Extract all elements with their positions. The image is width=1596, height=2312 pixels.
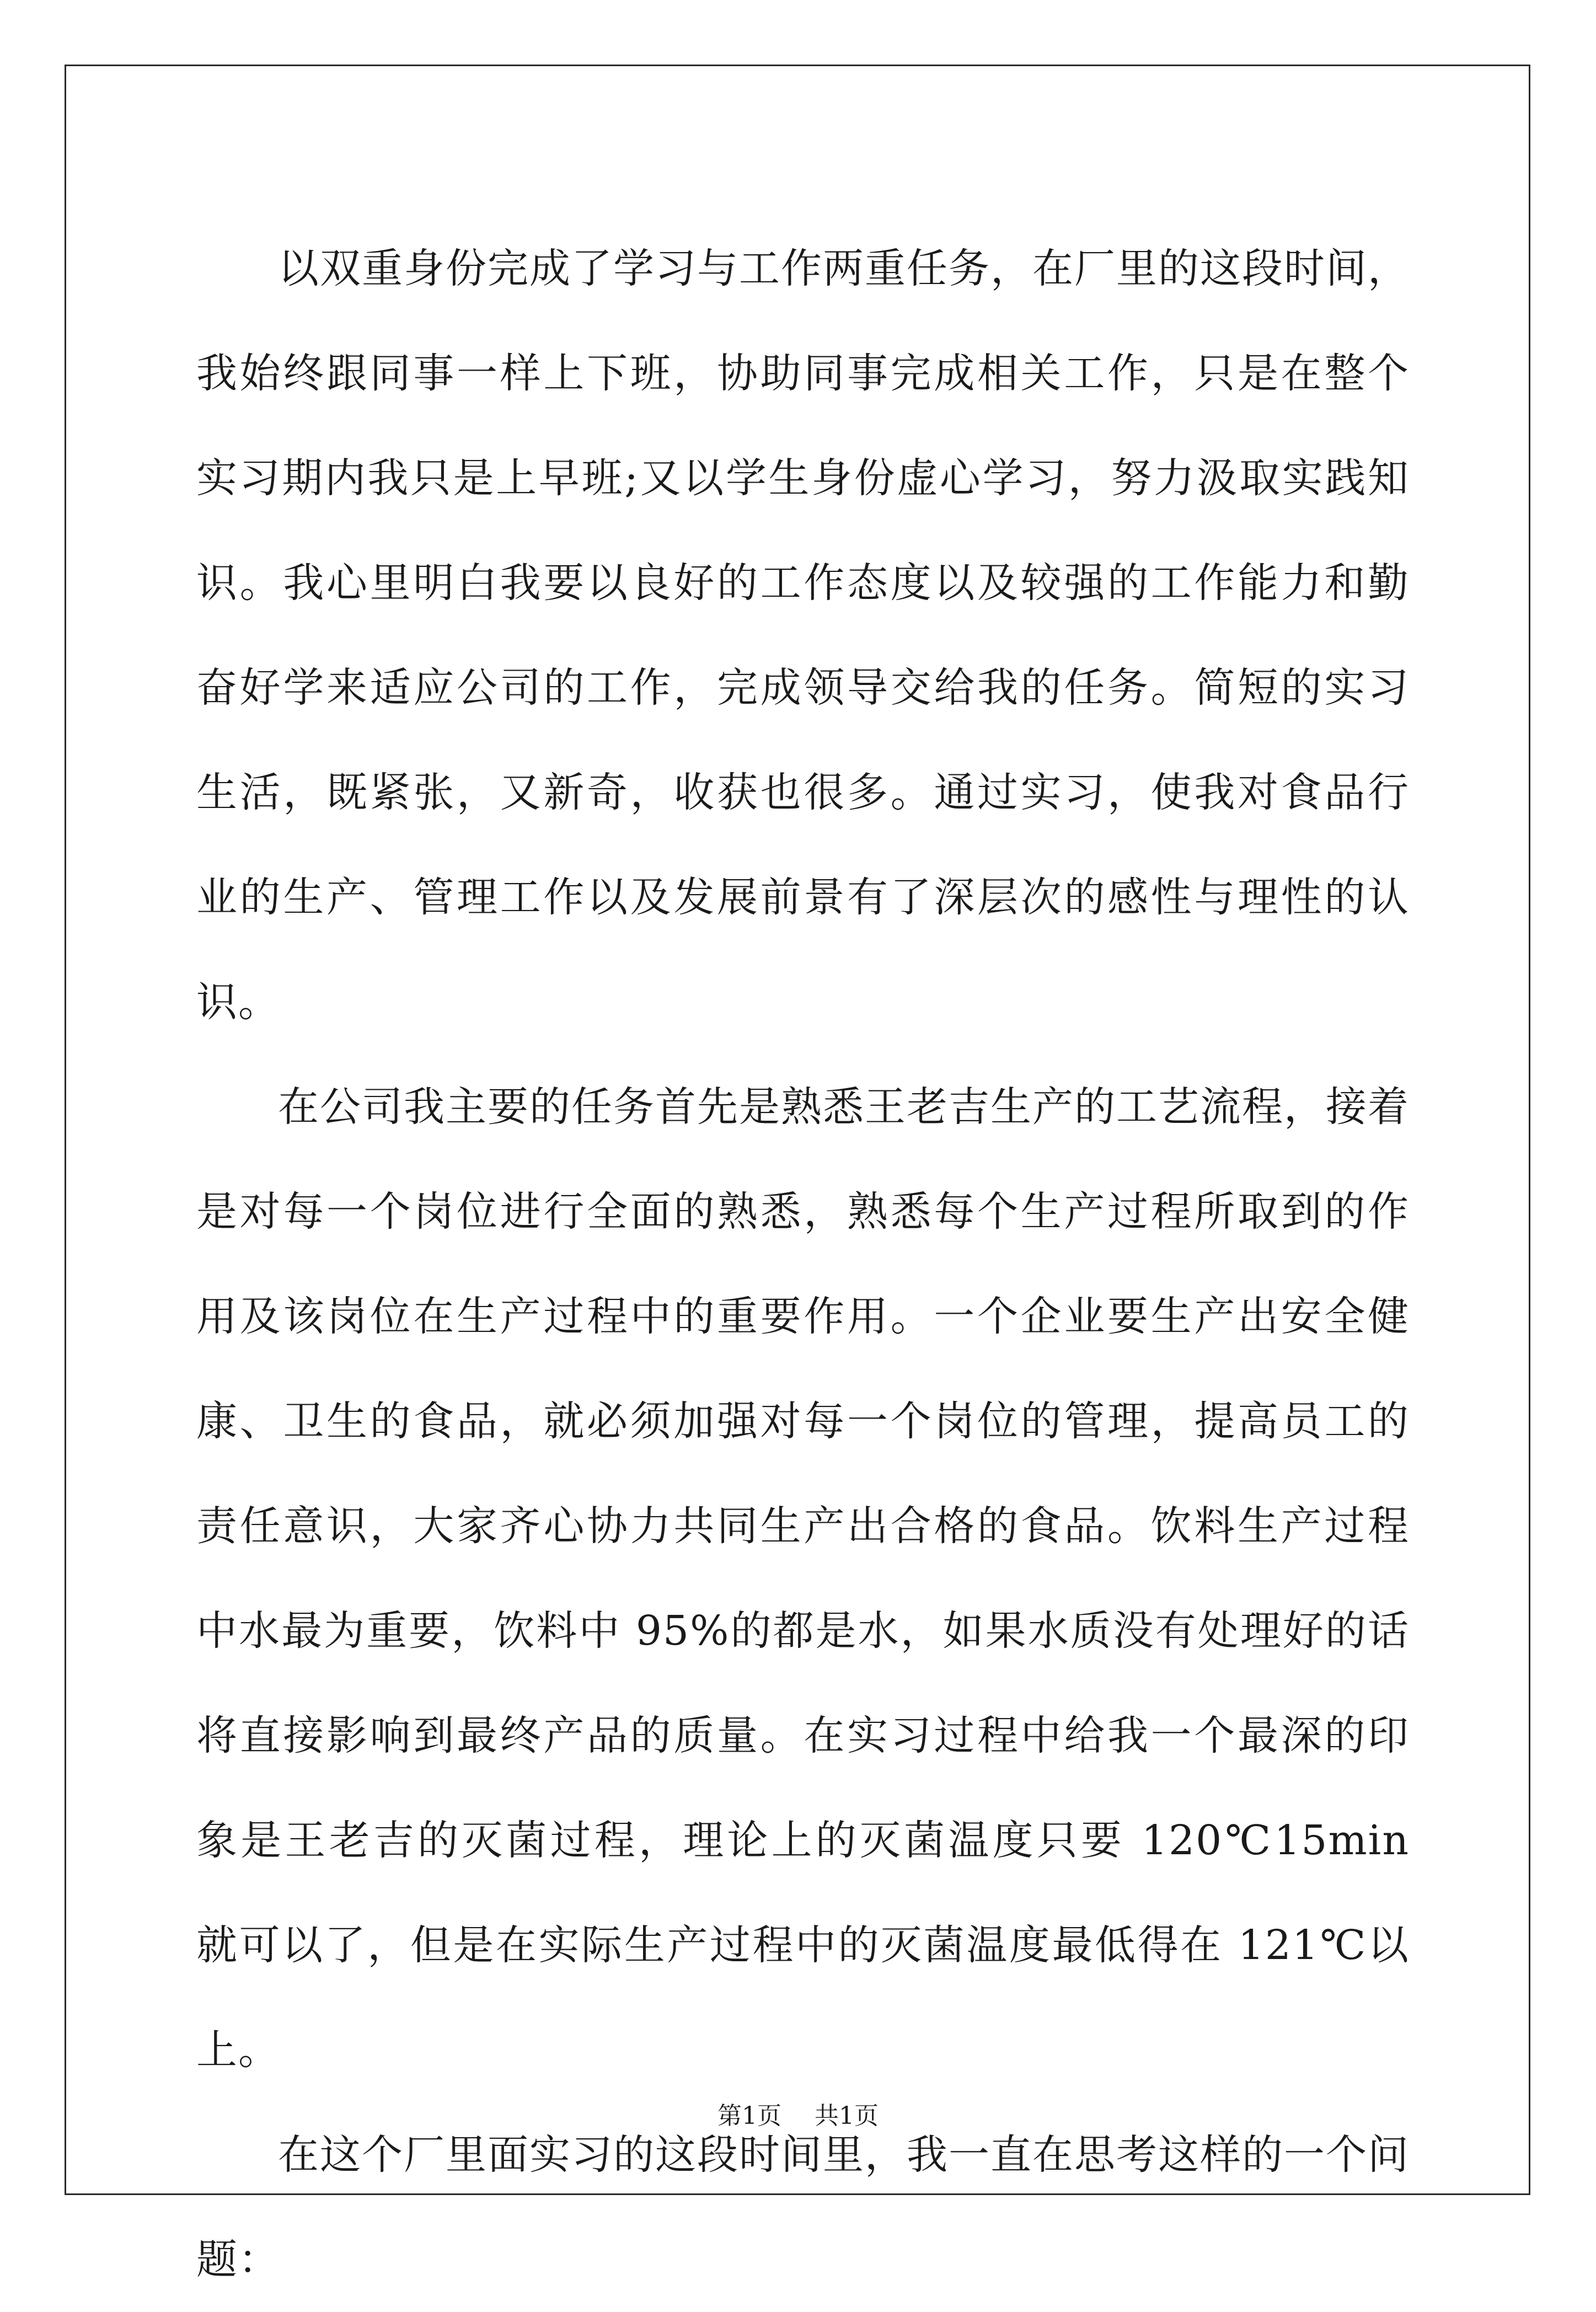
paragraph-3: 在这个厂里面实习的这段时间里，我一直在思考这样的一个问题：: [196, 2131, 1410, 2283]
paragraph-2: 在公司我主要的任务首先是熟悉王老吉生产的工艺流程，接着是对每一个岗位进行全面的熟悉，熟悉每个生产过程所取到的作用及该岗位在生产过程中的重要作用。一个企业要生产出安全健康、卫生的食品，就必须加强对每一个岗位的管理，提高员工的责任意识，大家齐心协力共同生产出合格的食品。饮料生产过程中水最为重要，饮料中 95%的都是水，如果水质没有处理好的话将直接影响到最终产品的质量。在实习过程中给我一个最深的印象是王老吉的灭菌过程，理论上的灭菌温度只要 120℃15min 就可以了，但是在实际生产过程中的灭菌温度最低得在 121℃以上。: [196, 1083, 1410, 2074]
page-number-current: 第1页: [717, 2102, 781, 2130]
page-footer: [0, 2096, 1596, 2131]
paragraph-1: 以双重身份完成了学习与工作两重任务，在厂里的这段时间，我始终跟同事一样上下班，协助同事完成相关工作，只是在整个实习期内我只是上早班;又以学生身份虚心学习，努力汲取实践知识。我心里明白我要以良好的工作态度以及较强的工作能力和勤奋好学来适应公司的工作，完成领导交给我的任务。简短的实习生活，既紧张，又新奇，收获也很多。通过实习，使我对食品行业的生产、管理工作以及发展前景有了深层次的感性与理性的认识。: [196, 245, 1410, 1026]
page-number-total: 共1页: [815, 2102, 879, 2130]
document-body: [196, 216, 1410, 2312]
